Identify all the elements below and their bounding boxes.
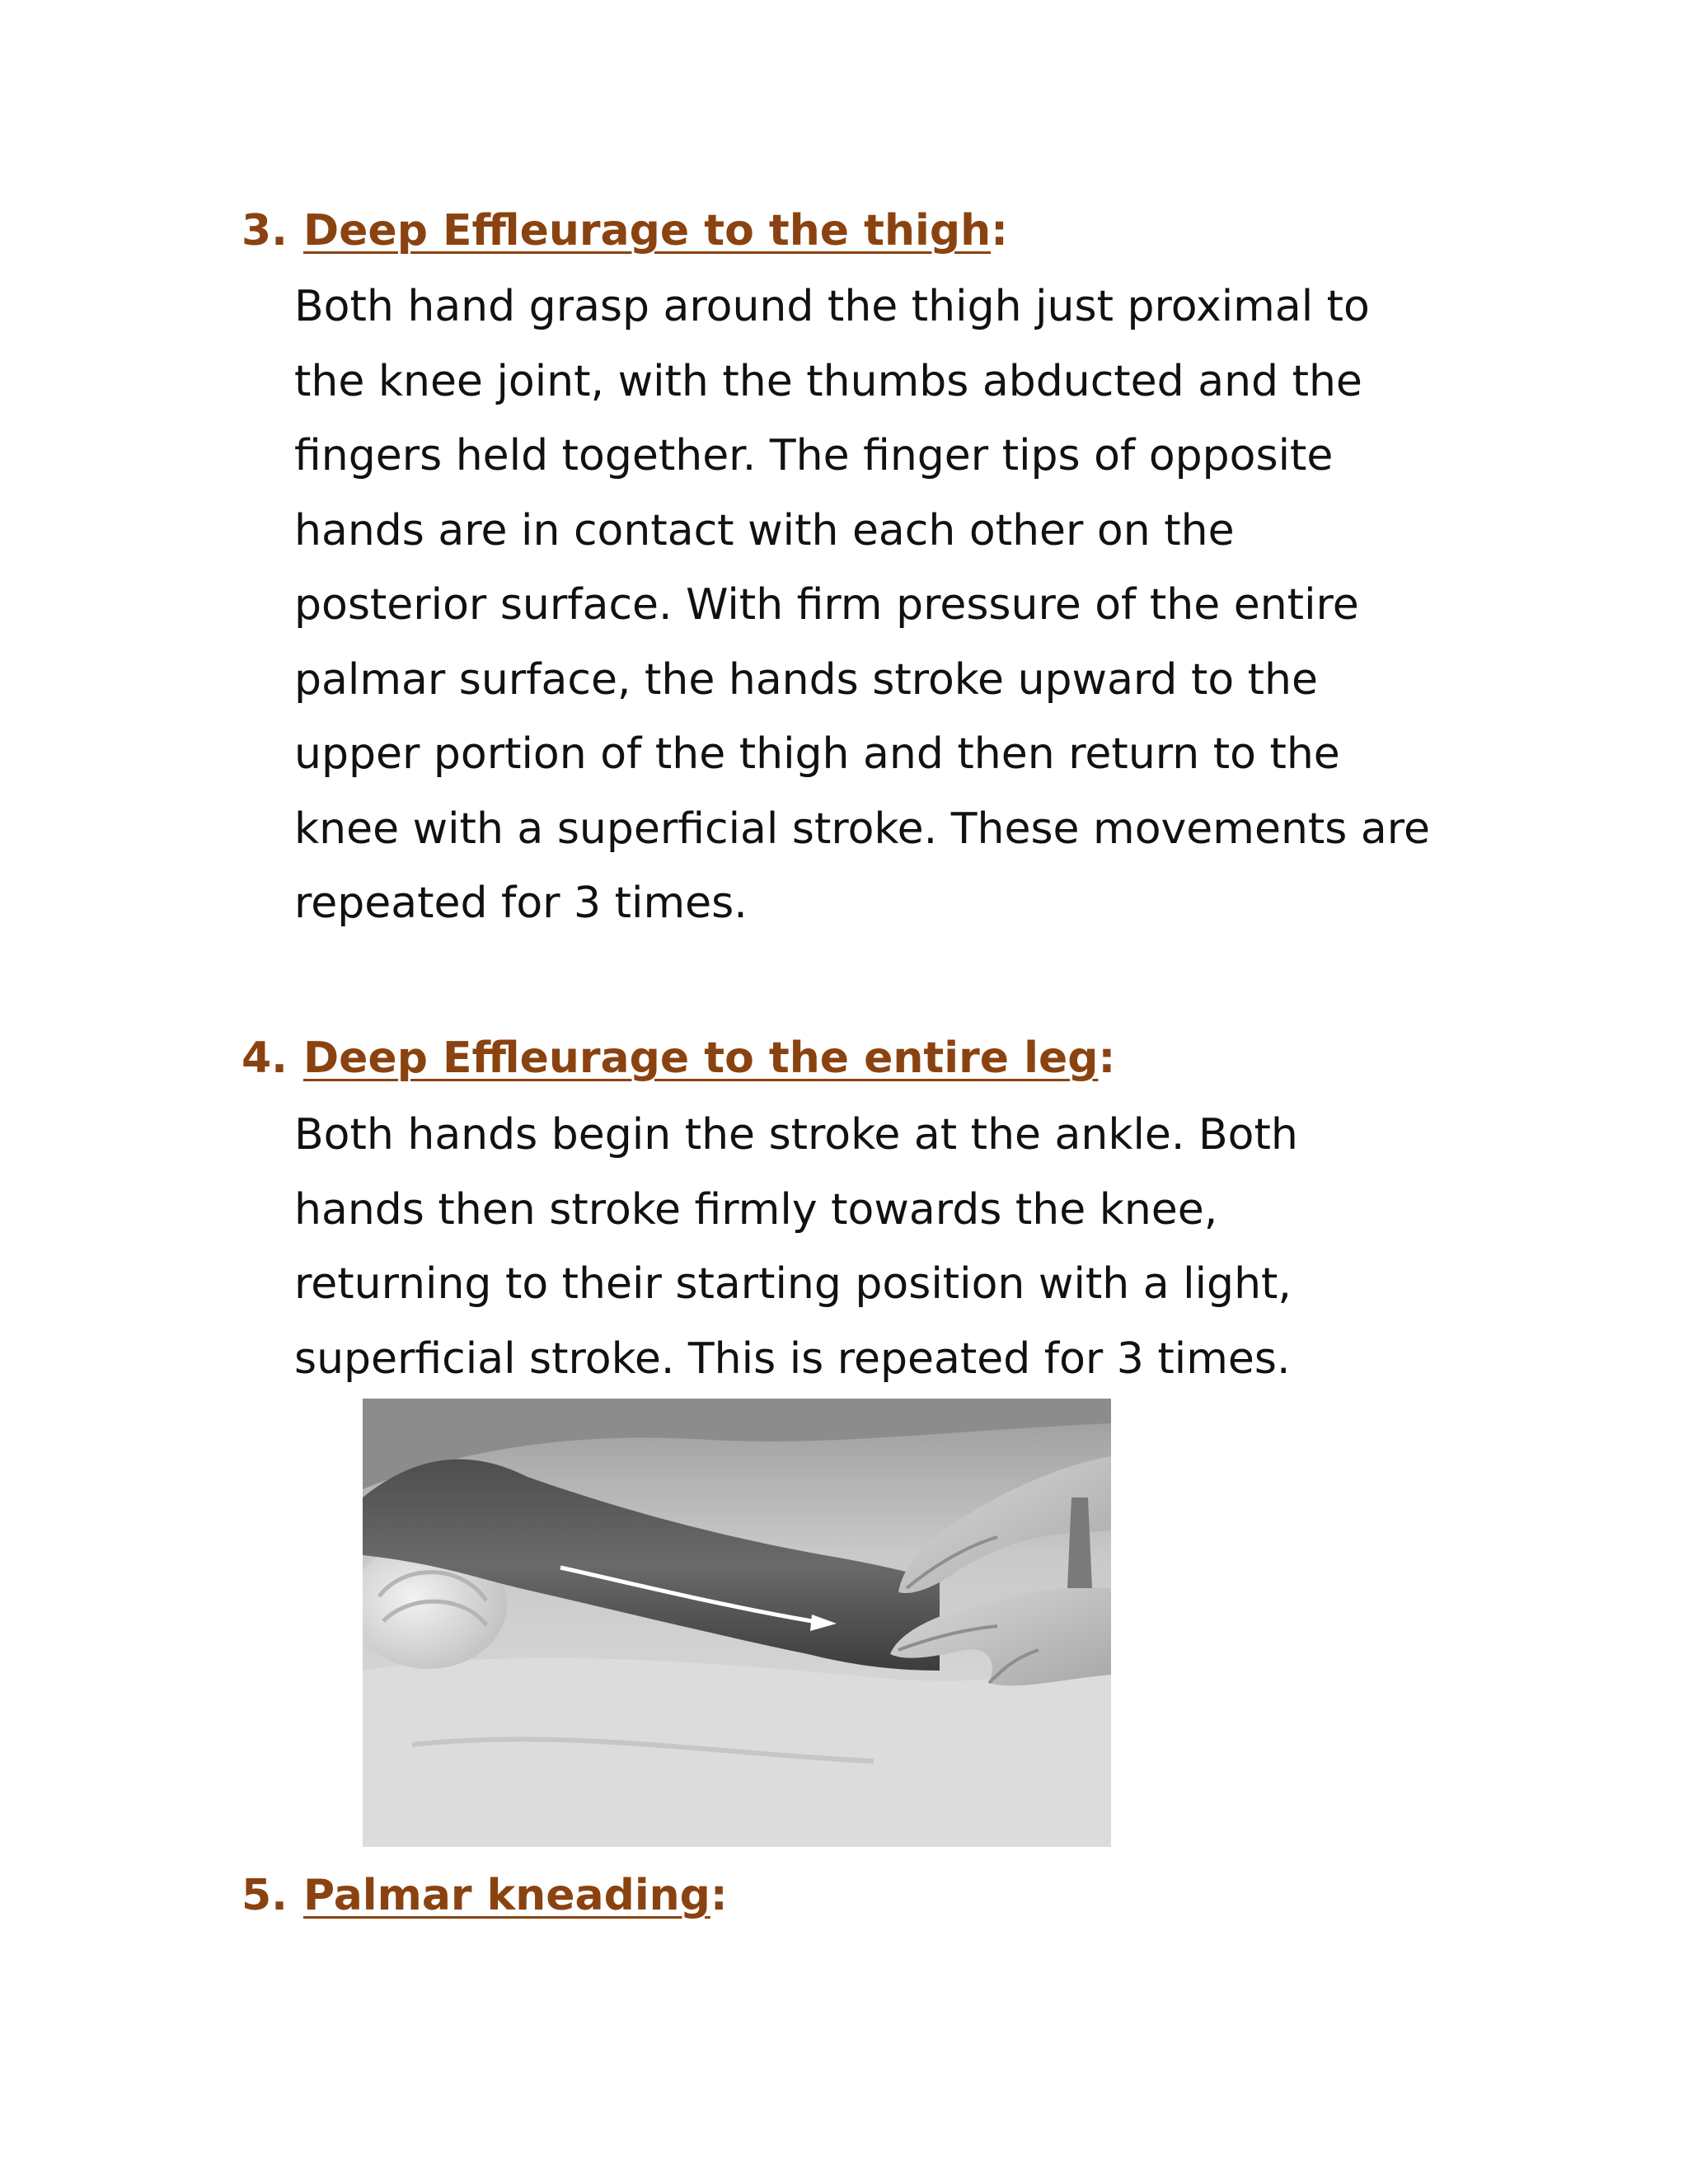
paragraph-line: Both hands begin the stroke at the ankle. Both [294, 1110, 1298, 1160]
section-3-title: Deep Effleurage to the thigh [303, 206, 992, 255]
section-3-heading [241, 206, 1008, 255]
section-3-paragraph [294, 269, 1514, 941]
paragraph-line: the knee joint, with the thumbs abducted and the [294, 356, 1362, 406]
section-4-paragraph [294, 1098, 1514, 1396]
section-4-colon: : [1098, 1033, 1116, 1083]
background-object [1067, 1497, 1092, 1588]
section-5-colon: : [710, 1871, 728, 1920]
section-5-title: Palmar kneading [303, 1871, 710, 1920]
paragraph-line: palmar surface, the hands stroke upward to the [294, 654, 1319, 705]
section-4-number: 4. [241, 1033, 288, 1083]
paragraph-line: hands then stroke firmly towards the knee, [294, 1184, 1218, 1235]
section-3-colon: : [991, 206, 1008, 255]
section-5-number: 5. [241, 1871, 288, 1920]
paragraph-line: repeated for 3 times. [294, 879, 748, 928]
leg-massage-illustration [363, 1399, 1111, 1847]
paragraph-line: knee with a superficial stroke. These movements are [294, 804, 1430, 854]
paragraph-line: superficial stroke. This is repeated for 3 times. [294, 1333, 1291, 1384]
section-5-heading [241, 1871, 728, 1920]
section-3-number: 3. [241, 206, 288, 255]
leg-massage-photo [363, 1399, 1111, 1847]
section-4-heading [241, 1033, 1115, 1083]
paragraph-line: returning to their starting position with a light, [294, 1259, 1292, 1309]
paragraph-line: hands are in contact with each other on the [294, 505, 1235, 555]
paragraph-line: fingers held together. The finger tips of opposite [294, 431, 1334, 480]
paragraph-line: posterior surface. With firm pressure of the entire [294, 580, 1359, 630]
paragraph-line: Both hand grasp around the thigh just proximal to [294, 282, 1370, 331]
paragraph-line: upper portion of the thigh and then return to the [294, 729, 1340, 779]
section-4-title: Deep Effleurage to the entire leg [303, 1033, 1099, 1083]
